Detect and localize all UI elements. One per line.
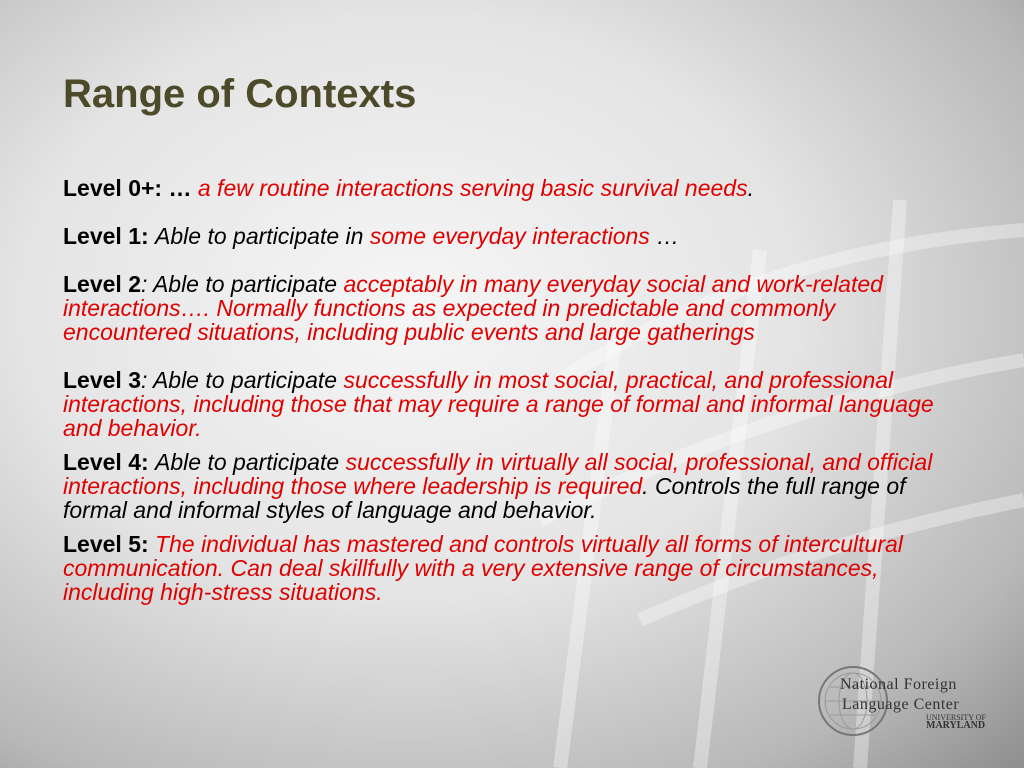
level-label: Level 2	[63, 271, 141, 297]
page-title: Range of Contexts	[63, 72, 417, 116]
levels-list	[63, 176, 963, 604]
level-item-4	[63, 450, 963, 522]
level-separator: :	[141, 367, 153, 393]
level-text: Able to participate in	[155, 223, 370, 249]
university-mark	[926, 714, 986, 730]
level-separator: :	[141, 271, 153, 297]
level-label: Level 3	[63, 367, 141, 393]
level-item-1	[63, 224, 963, 248]
level-text-end: .	[747, 175, 754, 201]
level-highlight: acceptably in many everyday social and work-related interactions…. Normally functions as expected in predictable and commonly encountered situations, including public events and large gatherings	[63, 271, 883, 345]
level-text: Able to participate	[152, 367, 344, 393]
level-highlight: successfully in virtually all social, professional, and official interactions, including those where leadership is required	[63, 449, 933, 499]
level-text: Able to participate	[152, 271, 344, 297]
level-text-end: …	[649, 223, 680, 249]
level-label: Level 5:	[63, 531, 149, 557]
level-highlight: The individual has mastered and controls virtually all forms of intercultural communication. Can deal skillfully with a very extensive range of circumstances, including high-stress situations.	[63, 531, 903, 605]
level-text-end: . Controls the full range of formal and informal styles of language and behavior.	[63, 473, 906, 523]
level-highlight: some everyday interactions	[369, 223, 650, 249]
level-label: Level 4:	[63, 449, 149, 475]
logo-line-1: National Foreign	[840, 676, 957, 693]
level-item-5	[63, 532, 963, 604]
level-highlight: successfully in most social, practical, and professional interactions, including those that may require a range of formal and informal language and behavior.	[63, 367, 934, 441]
level-item-2	[63, 272, 963, 344]
level-item-0plus	[63, 176, 963, 200]
level-label: Level 1:	[63, 223, 149, 249]
university-label: UNIVERSITY OF	[926, 713, 986, 722]
logo-line-2: Language Center	[842, 696, 960, 713]
level-highlight: a few routine interactions serving basic survival needs	[197, 175, 748, 201]
nflc-logo	[816, 664, 996, 738]
level-text: Able to participate	[155, 449, 346, 475]
university-name: MARYLAND	[926, 720, 986, 731]
level-label: Level 0+: …	[63, 175, 192, 201]
level-item-3	[63, 368, 963, 440]
